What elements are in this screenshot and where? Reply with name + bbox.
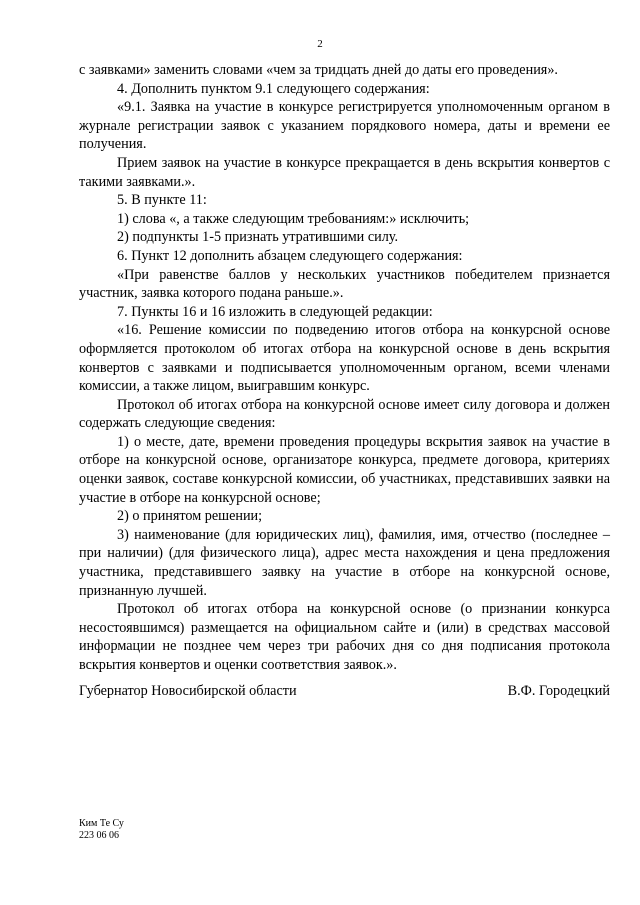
paragraph-continuation: с заявками» заменить словами «чем за тридцать дней до даты его проведения».	[79, 62, 558, 78]
paragraph-subitem-5-1: 1) слова «, а также следующим требованиям:» исключить;	[117, 210, 470, 227]
paragraph-item-7: 7. Пункты 16 и 16 изложить в следующей редакции:	[117, 303, 433, 320]
page-number: 2	[317, 38, 323, 50]
paragraph-item-6: 6. Пункт 12 дополнить абзацем следующего содержания:	[117, 247, 463, 264]
document-body	[79, 61, 610, 675]
paragraph-subitem-5-2: 2) подпункты 1-5 признать утратившими силу.	[117, 229, 399, 246]
paragraph-clause-16: «16. Решение комиссии по подведению итогов отбора на конкурсной основе оформляется протоколом об итогах отбора на конкурсной основе в день вскрытия конвертов с заявками и подписывается уполномоченным органом, всеми членами комиссии, а также лицом, выигравшим конкурс.	[79, 322, 610, 395]
paragraph-protocol-3: 3) наименование (для юридических лиц), фамилия, имя, отчество (последнее – при наличии) (для физического лица), адрес места нахождения и цена предложения участника, представившего заявку на участие в отборе на конкурсной основе, признанную лучшей.	[79, 526, 610, 599]
paragraph-item-4: 4. Дополнить пунктом 9.1 следующего содержания:	[117, 80, 430, 97]
executor-name: Ким Те Су	[79, 818, 124, 829]
signatory-name: В.Ф. Городецкий	[507, 683, 610, 699]
signature-block	[79, 683, 610, 700]
paragraph-protocol-2: 2) о принятом решении;	[117, 508, 263, 525]
paragraph-protocol-1: 1) о месте, дате, времени проведения процедуры вскрытия заявок на участие в отборе на конкурсной основе, организаторе конкурса, предмете договора, критериях оценки заявок, составе конкурсной комиссии, об участниках, представивших заявки на участие в отборе на конкурсной основе;	[79, 433, 610, 506]
signatory-position: Губернатор Новосибирской области	[79, 683, 297, 699]
paragraph-protocol-publication: Протокол об итогах отбора на конкурсной основе (о признании конкурса несостоявшимся) размещается на официальном сайте и (или) в средствах массовой информации не позднее чем через три рабочих дня со дня подписания протокола вскрытия конвертов и оценки соответствия заявок.».	[79, 601, 610, 673]
paragraph-protocol: Протокол об итогах отбора на конкурсной основе имеет силу договора и должен содержать следующие сведения:	[79, 396, 610, 432]
executor-phone: 223 06 06	[79, 830, 119, 841]
paragraph-item-5: 5. В пункте 11:	[117, 192, 207, 209]
executor-block	[79, 818, 124, 842]
paragraph-clause-9-1: «9.1. Заявка на участие в конкурсе регистрируется уполномоченным органом в журнале регистрации заявок с указанием порядкового номера, даты и времени ее получения.	[79, 99, 610, 153]
paragraph-clause-12: «При равенстве баллов у нескольких участников победителем признается участник, заявка которого подана раньше.».	[79, 266, 610, 302]
paragraph-clause-9-1-cont: Прием заявок на участие в конкурсе прекращается в день вскрытия конвертов с такими заявками.».	[79, 154, 610, 190]
